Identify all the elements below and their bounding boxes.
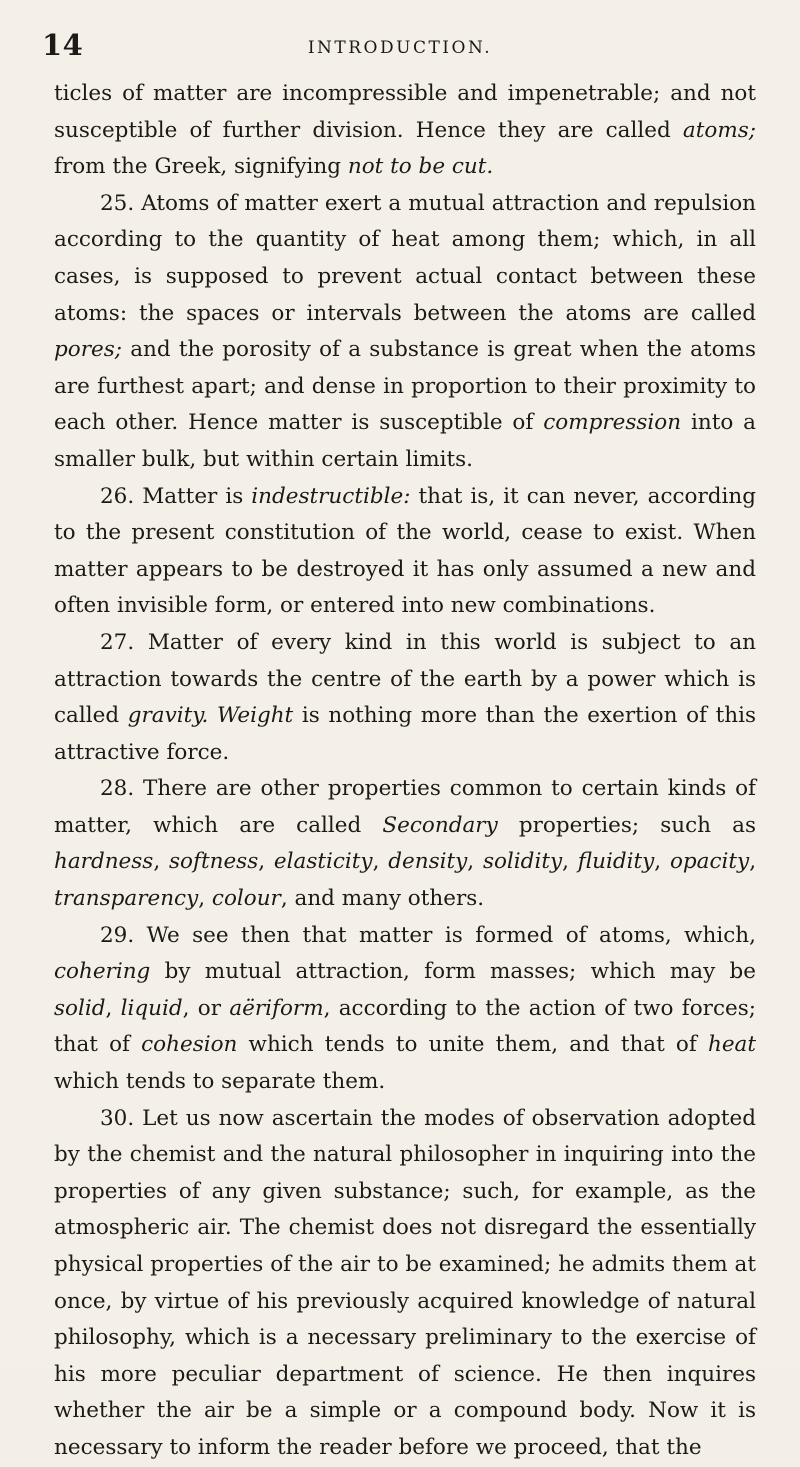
italic-term: softness bbox=[169, 849, 259, 875]
italic-term: elasticity bbox=[273, 849, 373, 875]
italic-term: density bbox=[388, 849, 468, 875]
italic-term: Secondary bbox=[382, 812, 498, 838]
italic-term: aëriform bbox=[229, 995, 324, 1021]
text-run: , bbox=[153, 849, 170, 875]
text-run: is nothing more than the exertion of this attractive force. bbox=[54, 703, 756, 765]
italic-term: solidity bbox=[482, 849, 563, 875]
text-run: 25. Atoms of matter exert a mutual attraction and repulsion according to the quantity of heat among them; which, in all cases, is supposed to prevent actual contact between these atoms: the spaces or intervals between the atoms are called bbox=[54, 190, 756, 326]
text-run: , bbox=[105, 995, 121, 1021]
text-run: , and many others. bbox=[280, 886, 485, 912]
text-run: that is, it can never, according to the present constitution of the world, cease to exist. When matter appears to be destroyed it has only assumed a new and often invisible form, or entered into new combinations. bbox=[54, 483, 756, 619]
italic-term: liquid bbox=[120, 995, 183, 1021]
paragraph-29 bbox=[54, 918, 756, 1101]
italic-term: gravity. bbox=[127, 703, 209, 729]
text-run: , bbox=[198, 886, 212, 912]
italic-term: atoms; bbox=[682, 117, 756, 143]
text-run bbox=[208, 703, 217, 728]
text-run: 29. We see then that matter is formed of atoms, which, bbox=[100, 922, 756, 948]
italic-term: Weight bbox=[217, 703, 294, 729]
italic-term: cohering bbox=[54, 959, 151, 985]
text-run: , bbox=[372, 849, 389, 875]
paragraph-continued bbox=[54, 76, 756, 186]
text-run: and the porosity of a substance is great when the atoms are furthest apart; and dense in proportion to their proximity to each other. Hence matter is susceptible of bbox=[54, 337, 756, 436]
text-run: , bbox=[467, 849, 483, 875]
text-run: , bbox=[654, 849, 670, 875]
paragraph-25 bbox=[54, 186, 756, 479]
body-text bbox=[54, 76, 756, 1467]
text-run: 30. Let us now ascertain the modes of observation adopted by the chemist and the natural philosopher in inquiring into the properties of any given substance; such, for example, as the atmospheric air. The chemist does not disregard the essentially physical properties of the air to be examined; he admits them at once, by virtue of his previously acquired knowledge of natural philosophy, which is a necessary preliminary to the exercise of his more peculiar department of science. He then inquires whether the air be a simple or a compound body. Now it is necessary to inform the reader before we proceed, that the bbox=[54, 1105, 756, 1460]
italic-term: fluidity bbox=[577, 849, 655, 875]
page-header bbox=[42, 28, 758, 68]
text-run: , bbox=[562, 849, 578, 875]
running-head: INTRODUCTION. bbox=[307, 38, 493, 58]
italic-term: hardness bbox=[54, 849, 154, 875]
italic-term: heat bbox=[707, 1032, 756, 1058]
paragraph-26 bbox=[54, 479, 756, 625]
italic-term: cohesion bbox=[141, 1032, 238, 1058]
italic-term: compression bbox=[543, 410, 682, 436]
paragraph-30 bbox=[54, 1101, 756, 1467]
text-run: properties; such as bbox=[497, 812, 756, 838]
italic-term: opacity bbox=[669, 849, 750, 875]
text-run: ticles of matter are incompressible and impenetrable; and not susceptible of further division. Hence they are called bbox=[54, 81, 756, 143]
text-run: 27. Matter of every kind in this world is subject to an attraction towards the centre of the earth by a power which is called bbox=[54, 629, 756, 729]
page-number: 14 bbox=[42, 28, 84, 62]
italic-term: solid bbox=[54, 995, 106, 1021]
italic-term: pores; bbox=[54, 337, 122, 363]
text-run: by mutual attraction, form masses; which may be bbox=[150, 959, 756, 985]
italic-term: not to be cut. bbox=[347, 154, 494, 180]
text-run: into a smaller bulk, but within certain limits. bbox=[54, 410, 756, 472]
text-run: , bbox=[258, 849, 274, 875]
text-run: which tends to separate them. bbox=[54, 1069, 386, 1095]
text-run: , bbox=[749, 849, 757, 875]
text-run: 26. Matter is bbox=[100, 483, 252, 509]
paragraph-27 bbox=[54, 625, 756, 771]
italic-term: indestructible: bbox=[251, 483, 411, 509]
text-run: 28. There are other properties common to certain kinds of matter, which are called bbox=[54, 776, 756, 838]
italic-term: colour bbox=[211, 886, 281, 912]
text-run: from the Greek, signifying bbox=[54, 154, 348, 180]
text-run: , or bbox=[182, 995, 230, 1021]
text-run: which tends to unite them, and that of bbox=[237, 1032, 708, 1058]
text-run: , according to the action of two forces; that of bbox=[54, 995, 756, 1058]
paragraph-28 bbox=[54, 771, 756, 917]
italic-term: transparency bbox=[54, 886, 199, 912]
